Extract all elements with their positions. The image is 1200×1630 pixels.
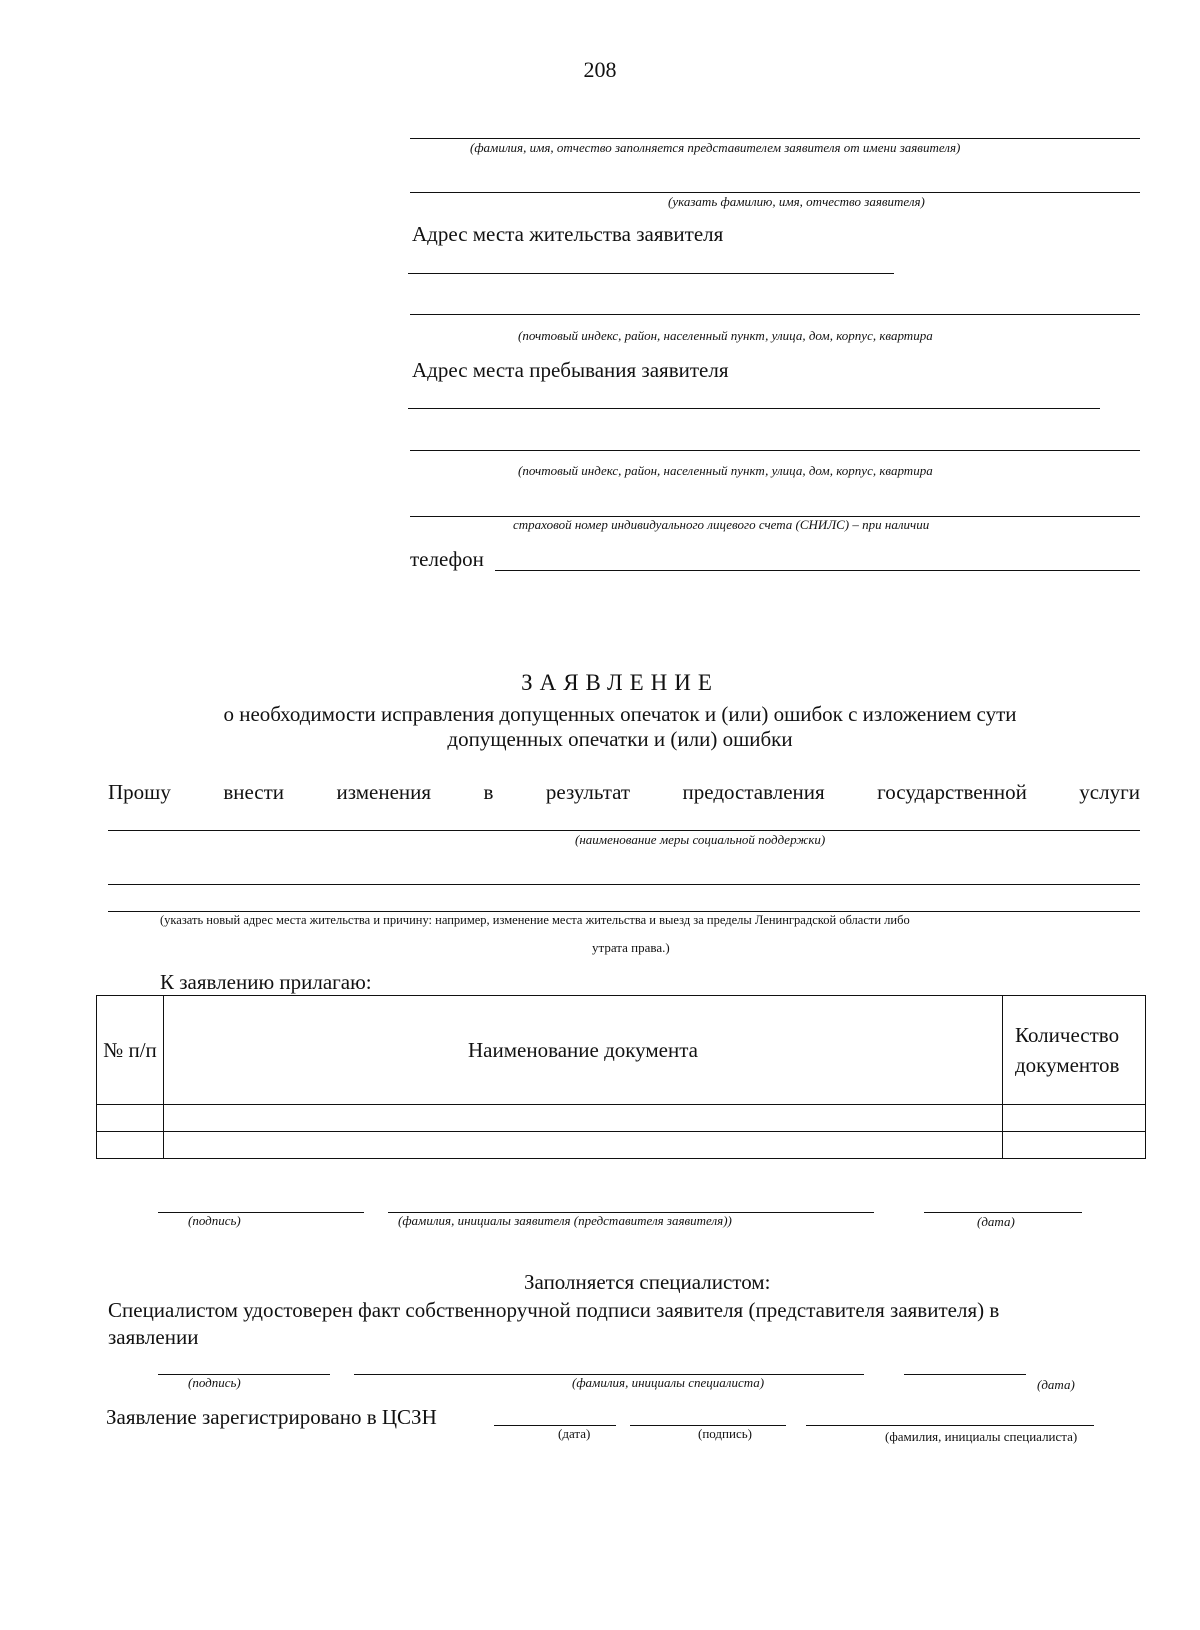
attachments-table — [96, 995, 1146, 1159]
document-subtitle-line1: о необходимости исправления допущенных опечаток и (или) ошибок с изложением сути — [223, 702, 1017, 726]
specialist-date-line[interactable] — [904, 1374, 1026, 1375]
table-header-row — [97, 996, 1146, 1105]
reason-caption-line2: утрата права.) — [592, 940, 670, 955]
table-cell-count[interactable] — [1003, 1132, 1146, 1159]
table-cell-name[interactable] — [164, 1132, 1003, 1159]
request-word: в — [483, 780, 494, 804]
stay-line-1[interactable] — [408, 408, 1100, 409]
representative-caption: (фамилия, имя, отчество заполняется представителем заявителя от имени заявителя) — [470, 140, 961, 155]
residence-line-2[interactable] — [410, 314, 1140, 315]
stay-caption: (почтовый индекс, район, населенный пункт, улица, дом, корпус, квартира — [518, 463, 933, 478]
request-word: предоставления — [682, 780, 825, 804]
measure-line[interactable] — [108, 830, 1140, 831]
table-cell-number[interactable] — [97, 1132, 164, 1159]
applicant-name-caption: (указать фамилию, имя, отчество заявителя) — [668, 194, 925, 209]
reason-caption-line1: (указать новый адрес места жительства и причину: например, изменение места жительства и выезд за пределы Ленинградской области либо — [160, 913, 910, 927]
applicant-date-caption: (дата) — [977, 1214, 1015, 1229]
column-header-number: № п/п — [97, 996, 164, 1105]
column-header-count: Количество документов — [1003, 996, 1146, 1105]
specialist-signature-line[interactable] — [158, 1374, 330, 1375]
request-word: Прошу — [108, 780, 171, 804]
applicant-signature-caption: (подпись) — [188, 1213, 241, 1228]
request-word: внести — [223, 780, 285, 804]
document-heading: ЗАЯВЛЕНИЕ — [521, 670, 719, 695]
measure-caption: (наименование меры социальной поддержки) — [575, 832, 826, 847]
specialist-name-caption: (фамилия, инициалы специалиста) — [572, 1375, 765, 1390]
request-extra-line[interactable] — [108, 884, 1140, 885]
registration-date-line[interactable] — [494, 1425, 616, 1426]
reason-line[interactable] — [108, 911, 1140, 912]
residence-caption: (почтовый индекс, район, населенный пункт, улица, дом, корпус, квартира — [518, 328, 933, 343]
specialist-statement: Специалистом удостоверен факт собственноручной подписи заявителя (представителя заявителя) в заявлении — [108, 1298, 1000, 1349]
snils-caption: страховой номер индивидуального лицевого счета (СНИЛС) – при наличии — [513, 517, 930, 532]
applicant-date-line[interactable] — [924, 1212, 1082, 1213]
request-word: результат — [545, 780, 631, 804]
stay-label: Адрес места пребывания заявителя — [412, 358, 729, 382]
request-word: изменения — [336, 780, 432, 804]
stay-line-2[interactable] — [410, 450, 1140, 451]
registration-signature-caption: (подпись) — [698, 1426, 752, 1441]
residence-line-1[interactable] — [408, 273, 894, 274]
specialist-date-caption: (дата) — [1037, 1377, 1075, 1392]
registration-label: Заявление зарегистрировано в ЦСЗН — [106, 1405, 437, 1429]
applicant-name-line[interactable] — [410, 192, 1140, 193]
attachments-label: К заявлению прилагаю: — [160, 970, 372, 994]
phone-label: телефон — [410, 547, 484, 571]
table-row — [97, 1132, 1146, 1159]
representative-name-line[interactable] — [410, 138, 1140, 139]
phone-line[interactable] — [495, 570, 1140, 571]
registration-name-line[interactable] — [806, 1425, 1094, 1426]
page-number: 208 — [583, 57, 617, 82]
specialist-signature-caption: (подпись) — [188, 1375, 241, 1390]
request-word: услуги — [1079, 780, 1140, 804]
table-row — [97, 1105, 1146, 1132]
table-cell-name[interactable] — [164, 1105, 1003, 1132]
request-word: государственной — [877, 780, 1027, 804]
table-cell-count[interactable] — [1003, 1105, 1146, 1132]
applicant-name-sign-caption: (фамилия, инициалы заявителя (представителя заявителя)) — [398, 1213, 732, 1228]
registration-name-caption: (фамилия, инициалы специалиста) — [885, 1429, 1078, 1444]
table-cell-number[interactable] — [97, 1105, 164, 1132]
document-subtitle-line2: допущенных опечатки и (или) ошибки — [447, 727, 793, 751]
specialist-heading: Заполняется специалистом: — [524, 1270, 771, 1294]
registration-date-caption: (дата) — [558, 1426, 591, 1441]
residence-label: Адрес места жительства заявителя — [412, 222, 724, 246]
column-header-name: Наименование документа — [164, 996, 1003, 1105]
request-sentence — [108, 780, 1140, 805]
